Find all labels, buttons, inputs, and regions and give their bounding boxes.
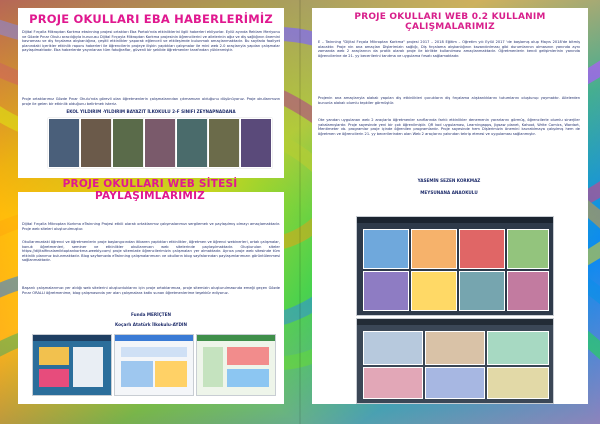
- site-header-bar: [197, 335, 275, 341]
- eba-photo-caption: EKOL YILDIRIM -YILDIRIM BAYAZIT İLKOKULU 2-F SINIFI ZEYNAPNADANA: [66, 109, 236, 114]
- web2-paragraph-3: Öte yandan uygulanan web 2 araçlarla öğretmenler sınıflarında farklı etkinlikler denemenin yararlarını görmüş, öğrencilerle olumlu sinerjiler yakalamışlardır. Proje sayesinde yeni bir çok öğrenilmiştir. QR kod uygulaması, Learningapps, Jigsaw planet, Kahoot, Write Comics, Wordart, Mentimeter vb. programlar proje içinde öğrenilen programlardır. Proje sayesinde hem Dişlerimizin önemini kavratılmaya çalışılmış hem de öğretmen ve öğrencilerin 21. yy becerilerinden olan Web 2 araçlarını yakından tekrip etmesi ve uygulaması sağlanmıştır.: [318, 118, 580, 136]
- web-sites-paragraph-3: Başarılı çalışmalarımızı yer aldığı web sitelerini oluşturduklarını için proje ortaklarımıza, proje sitemizin oluşturulmasında emeği geçen Gözde Pınar ORALLI öğretmenime, blog çalışmasında yer alan çalışmalara katkı sunan öğretmenlerime teşekkür ediyoruz.: [22, 286, 280, 295]
- web-sites-paragraph-2: Okullarımızdaki öğrenci ve öğretmenlerin proje başlangıcından itibaren yaptıkları etkinlikler, öğretmen ve öğrenci webinerleri, ortak çalışmalar, konuk öğretmenleri, seminer ve etkinlikler okullarımızın web sitelerinde paylaşılmaktadır. Oluşturulan siteler https://dijitalfircalamiktoptankorkma.weebly.com/ proje sitemizde öğrencilerimizin çalışmaları yer almaktadır. Ayrıca proje web sitesinde tüm etkinlik planımız bulunmaktadır. Blog sayfamızda eTwinning çalışmalarımızın ve okulların blog sayfalarından paylaşımlarımızın görüntülenmesi sağlanmaktadır.: [22, 240, 280, 263]
- author-school: Koçarlı Atatürk İlkokulu-AYDIN: [115, 322, 187, 327]
- tool-tile: [363, 229, 409, 269]
- tool-tile: [411, 229, 457, 269]
- class-photo: [112, 118, 144, 168]
- blog-post-tile: [487, 367, 549, 399]
- class-photo: [176, 118, 208, 168]
- tool-tile: [507, 229, 549, 269]
- class-photo: [144, 118, 176, 168]
- blog-post-tile: [425, 367, 485, 399]
- blog-post-tile: [425, 331, 485, 365]
- web2-paragraph-2: Projenin ana amaçlarıyla alakalı yapılan diş etkinlikleri çocukların diş fırçalama alışkanlıklarını tutumlarını oluşturup yaymaktır. Ailelerden bununla alakalı olumlu tepkiler görmüştür.: [318, 96, 580, 105]
- site-content-block: [227, 347, 269, 365]
- tool-tile: [459, 271, 505, 311]
- author-name: Funda MERİÇTEN: [131, 312, 171, 317]
- site-content-block: [121, 347, 187, 357]
- eba-news-title: PROJE OKULLARI EBA HABERLERİMİZ: [29, 12, 273, 26]
- blog-screenshot: [356, 318, 554, 404]
- eba-intro-paragraph: Dijital Fırçalla Mikroptan Korkma etwinning projesi ortakları Eba Portalı'nda etkinliklerini ilgili haberleri ekliyorlar. Eylül ayında Reklam Meriyonu ve Gözde Pınar Okulu aracılığıyla kurucusu Dijital Fırçayla Mikroptan Korkma projesinin öğrencilerini ve ailelerinin ağız ve diş sağlığının önemini kavraması ve diş fırçalama alışkanlığına, çeşitli etkinlikler yaparak eğlenceli ve etkileşimde bulunmak amaçlanmaktadır. Bu sayfada faaliyet planındaki içerikler etkinlik raporu haberleri ile öğrencilerin projeye ilişkin yaptıkları çalışmalar ile mini web 2.0 araçlarıyla yapılan çalışmalar paylaşılmaktadır. Eba haberlerde yayınlanan tüm fotoğraflar, güvenli bir şekilde öğretmenler tarafından yüklenmiştir.: [22, 30, 280, 53]
- site-content-block: [203, 347, 223, 387]
- tool-tile: [363, 271, 409, 311]
- class-photo: [240, 118, 272, 168]
- screenshot-header-bar: [357, 217, 553, 223]
- web2-title: PROJE OKULLARI WEB 0.2 KULLANIM ÇALIŞMALARIMIZ: [354, 12, 546, 32]
- site-content-block: [39, 347, 69, 365]
- site-content-block: [155, 361, 187, 387]
- website-screenshot: [114, 334, 194, 396]
- website-screenshot: [32, 334, 112, 396]
- class-photo: [80, 118, 112, 168]
- blog-post-tile: [487, 331, 549, 365]
- tool-tile: [507, 271, 549, 311]
- blog-post-tile: [363, 331, 423, 365]
- class-photo: [208, 118, 240, 168]
- web2-tools-screenshot: [356, 216, 554, 316]
- class-photo: [48, 118, 80, 168]
- eba-second-paragraph: Proje ortaklarımız Gözde Pınar Okulu'nda görevli olan öğretmenlerin çalışmalarından çıkmamızın olduğunu düşünüyoruz. Proje okullarımızın proje ile gelen bir etkinlik olduğunu belirtmek isteriz.: [22, 97, 280, 106]
- blog-post-tile: [363, 367, 423, 399]
- site-header-bar: [115, 335, 193, 341]
- site-content-block: [39, 369, 69, 387]
- screenshot-header-bar: [357, 319, 553, 325]
- web2-author-school: MEYSUNANA ANAOKULU: [420, 190, 478, 195]
- site-content-block: [121, 361, 153, 387]
- right-page: [300, 0, 600, 424]
- web-sites-title: PROJE OKULLARI WEB SİTESİ PAYLAŞIMLARIMIZ: [62, 178, 238, 202]
- site-header-bar: [33, 335, 111, 341]
- site-content-block: [73, 347, 103, 387]
- tool-tile: [459, 229, 505, 269]
- web2-author-name: YASEMİN SEZEN KORKMAZ: [417, 178, 481, 183]
- site-content-block: [227, 369, 269, 387]
- tool-tile: [411, 271, 457, 311]
- website-screenshot: [196, 334, 276, 396]
- web2-paragraph-1: E – Twinning "Dijital Fırçala Mikroptan Korkma" projesi 2017 – 2018 Eğitim – Öğretim yılı Eylül 2017 'de başlamış olup Mayıs 2018'de bitmiş olacaktır. Proje nin ana amaçları Dişlerimizin sağlığı, Diş fırçalama alışkanlığının kazandırılması gibi durumlarının olmasının yanında aynı zamanda web 2 araçlarının da pratik olarak proje ile birlikte kullanılması amaçlanmaktadır. Öğretmenlerin kendi gelişimlerinin yanında öğrencilerine de 21. yy becerilerini tanıtma ve uygulama fırsatı sağlamaktadır.: [318, 40, 580, 58]
- web-sites-paragraph-1: Dijital Fırçalla Mikroptan Korkma eTwinning Projesi etkili olarak ortaklarımız çalışmalarımızı sergilemek ve paylaşılmış olmayı amaçlamaktadır. Proje web siteleri oluşturulmuştur.: [22, 222, 280, 231]
